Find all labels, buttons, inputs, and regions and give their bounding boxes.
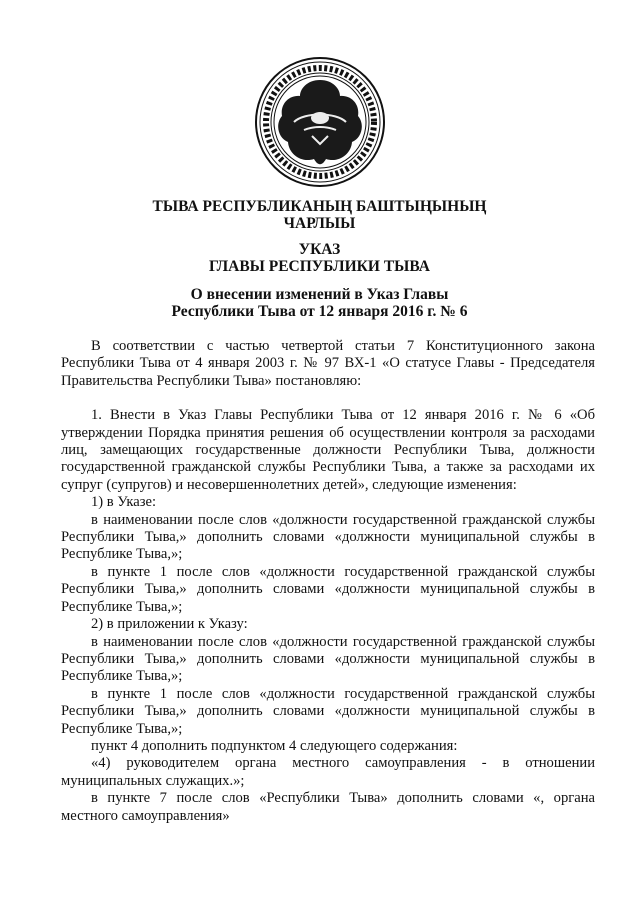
decree-body	[61, 338, 595, 825]
paragraph-subitem-1: 1) в Указе:	[91, 494, 157, 511]
decree-word: УКАЗ	[298, 241, 341, 258]
paragraph-text: в пункте 1 после слов «должности государственной гражданской службы Республики Тыва,» дополнить словами «должности муниципальной службы в Республике Тыва,»;	[61, 685, 595, 737]
paragraph-text: «4) руководителем органа местного самоуправления - в отношении муниципальных служащих.»;	[61, 755, 595, 789]
paragraph-item-1: 1. Внести в Указ Главы Республики Тыва от 12 января 2016 г. № 6 «Об утверждении Порядка принятия решения об осуществлении контроля за расходами лиц, замещающих государственные должности Республики Тыва, должности государственной гражданской службы Республики Тыва, а также за расходами их супруг (супругов) и несовершеннолетних детей», следующие изменения:	[61, 407, 595, 493]
paragraph-subitem-2: 2) в приложении к Указу:	[91, 616, 248, 633]
paragraph-text: в пункте 1 после слов «должности государственной гражданской службы Республики Тыва,» дополнить словами «должности муниципальной службы в Республике Тыва,»;	[61, 563, 595, 615]
subject-line-2: Республики Тыва от 12 января 2016 г. № 6	[171, 303, 468, 320]
paragraph-text: в наименовании после слов «должности государственной гражданской службы Республики Тыва,» дополнить словами «должности муниципальной службы в Республике Тыва,»;	[61, 633, 595, 685]
paragraph-text: в наименовании после слов «должности государственной гражданской службы Республики Тыва,» дополнить словами «должности муниципальной службы в Республике Тыва,»;	[61, 511, 595, 563]
russian-title: ГЛАВЫ РЕСПУБЛИКИ ТЫВА	[209, 258, 430, 275]
tuvan-title-line-1: ТЫВА РЕСПУБЛИКАНЫҢ БАШТЫҢЫНЫҢ	[152, 198, 487, 215]
paragraph-text: в пункте 7 после слов «Республики Тыва» дополнить словами «, органа местного самоуправления»	[61, 790, 595, 824]
tuvan-title-line-2: ЧАРЛЫЫ	[283, 215, 356, 232]
paragraph-text: пункт 4 дополнить подпунктом 4 следующего содержания:	[91, 737, 458, 754]
paragraph-preamble: В соответствии с частью четвертой статьи 7 Конституционного закона Республики Тыва от 4 января 2003 г. № 97 ВХ-1 «О статусе Главы - Председателя Правительства Республики Тыва» постановляю:	[61, 338, 595, 389]
subject-line-1: О внесении изменений в Указ Главы	[190, 286, 449, 303]
tuva-coat-of-arms-icon	[254, 56, 386, 188]
